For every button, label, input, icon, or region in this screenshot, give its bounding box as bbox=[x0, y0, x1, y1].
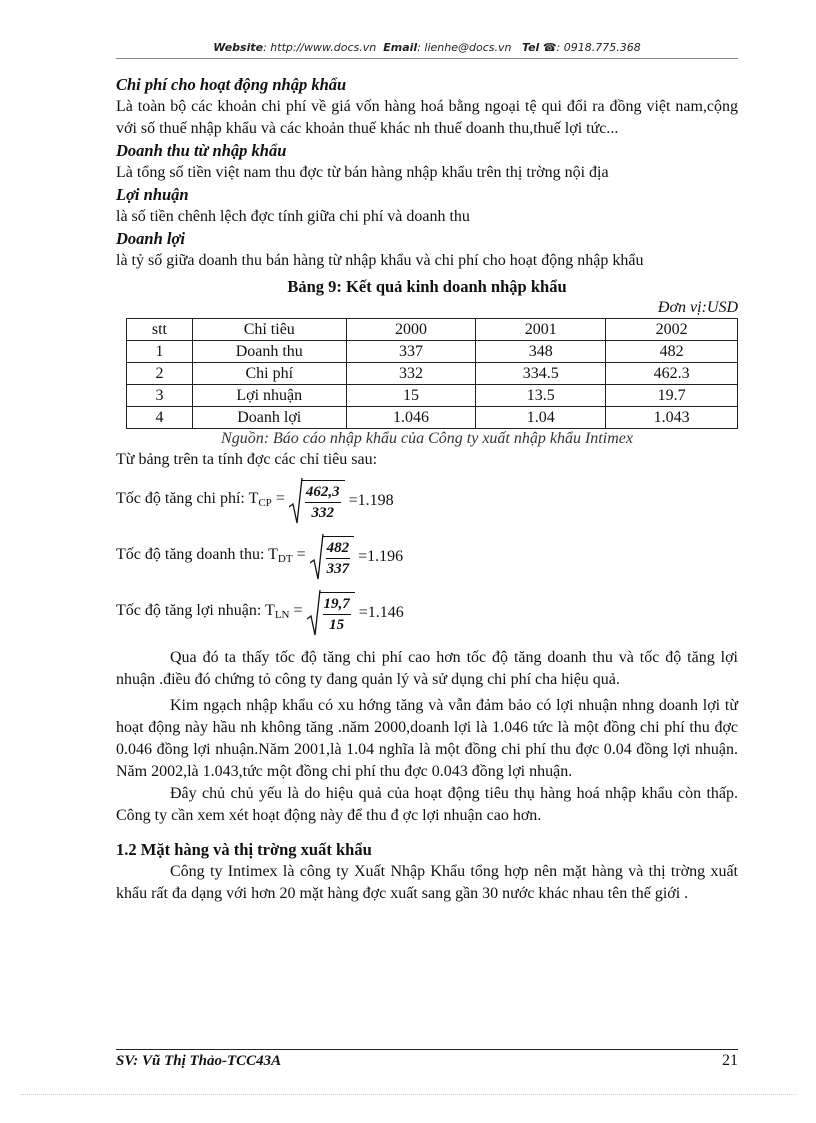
section-2-text: Công ty Intimex là công ty Xuất Nhập Khẩu tổng hợp nên mặt hàng và thị trờng xuất khẩu rất đa dạng với hơn 20 mặt hàng đợc xuất sang gần 30 nước khác nhau tên thế giới . bbox=[116, 863, 738, 902]
header-divider bbox=[116, 58, 738, 59]
table-cell: 1 bbox=[127, 341, 193, 363]
table-cell: 482 bbox=[606, 341, 738, 363]
table-cell: 1.04 bbox=[476, 407, 606, 429]
table-unit: Đơn vị:USD bbox=[657, 299, 738, 316]
table-cell: 19.7 bbox=[606, 385, 738, 407]
table-row bbox=[127, 407, 738, 429]
page-header bbox=[116, 41, 738, 54]
text-doanh-thu: Là tổng số tiền việt nam thu đợc từ bán hàng nhập khẩu trên thị trờng nội địa bbox=[116, 164, 609, 181]
table-header-cell: Chỉ tiêu bbox=[192, 319, 346, 341]
table-cell: 1.043 bbox=[606, 407, 738, 429]
table-cell: 3 bbox=[127, 385, 193, 407]
page-bottom-dotted-line bbox=[20, 1094, 796, 1095]
formula-label: Tốc độ tăng chi phí: $T_{CP}$ = bbox=[116, 490, 285, 509]
table-row bbox=[127, 341, 738, 363]
table-cell: 4 bbox=[127, 407, 193, 429]
sqrt-icon bbox=[289, 477, 345, 525]
table-cell: Doanh lợi bbox=[192, 407, 346, 429]
text-chi-phi: Là toàn bộ các khoản chi phí về giá vốn hàng hoá bằng ngoại tệ qui đổi ra đồng việt nam,cộng với số thuế nhập khẩu và các khoản thuế khác nh thuế doanh thu,thuế lợi tức... bbox=[116, 98, 738, 137]
table-cell: 337 bbox=[346, 341, 476, 363]
formulas-intro: Từ bảng trên ta tính đợc các chỉ tiêu sau: bbox=[116, 451, 378, 468]
header-tel-label: Tel bbox=[521, 41, 540, 54]
text-loi-nhuan: là số tiền chênh lệch đợc tính giữa chi phí và doanh thu bbox=[116, 208, 470, 225]
page-content bbox=[116, 74, 738, 905]
formula-chi-phi bbox=[116, 475, 738, 527]
table-cell: 462.3 bbox=[606, 363, 738, 385]
fraction-denominator: 337 bbox=[326, 560, 350, 577]
formula-doanh-thu bbox=[116, 531, 738, 583]
footer-author: SV: Vũ Thị Thảo-TCC43A bbox=[116, 1053, 282, 1069]
table-cell: 1.046 bbox=[346, 407, 476, 429]
formula-label: Tốc độ tăng doanh thu: $T_{DT}$ = bbox=[116, 546, 306, 565]
formula-label: Tốc độ tăng lợi nhuận: $T_{LN}$ = bbox=[116, 602, 303, 621]
table-cell: 2 bbox=[127, 363, 193, 385]
section-2-heading: 1.2 Mặt hàng và thị trờng xuất khẩu bbox=[116, 840, 372, 859]
heading-loi-nhuan: Lợi nhuận bbox=[116, 185, 189, 204]
footer-divider bbox=[116, 1049, 738, 1050]
formula-loi-nhuan bbox=[116, 587, 738, 639]
sqrt-icon bbox=[310, 533, 355, 581]
table-header-cell: 2001 bbox=[476, 319, 606, 341]
heading-chi-phi: Chi phí cho hoạt động nhập khẩu bbox=[116, 75, 347, 94]
table-row bbox=[127, 363, 738, 385]
sqrt-icon bbox=[307, 589, 355, 637]
table-cell: Chi phí bbox=[192, 363, 346, 385]
table-header-cell: 2000 bbox=[346, 319, 476, 341]
formula-result: =1.196 bbox=[358, 548, 404, 565]
fraction-numerator: 482 bbox=[326, 538, 351, 559]
header-email-label: Email bbox=[383, 41, 418, 54]
fraction-numerator: 19,7 bbox=[323, 594, 351, 615]
formula-result: =1.146 bbox=[358, 604, 404, 621]
table-cell: Doanh thu bbox=[192, 341, 346, 363]
table-header-cell: stt bbox=[127, 319, 193, 341]
text-doanh-loi: là tỷ số giữa doanh thu bán hàng từ nhập khẩu và chi phí cho hoạt động nhập khẩu bbox=[116, 252, 644, 269]
phone-icon: ☎ bbox=[542, 41, 557, 54]
header-email-value: : lienhe@docs.vn bbox=[417, 41, 512, 54]
paragraph-3: Đây chủ chủ yếu là do hiệu quả của hoạt động tiêu thụ hàng hoá nhập khẩu còn thấp. Công ty cần xem xét hoạt động này để thu đ ợc lợi nhuận cao hơn. bbox=[116, 785, 738, 824]
header-website-value: : http://www.docs.vn bbox=[263, 41, 377, 54]
table-cell: 13.5 bbox=[476, 385, 606, 407]
table-title: Bảng 9: Kết quả kinh doanh nhập khẩu bbox=[287, 277, 567, 296]
fraction-denominator: 15 bbox=[329, 616, 345, 633]
page-number: 21 bbox=[722, 1052, 738, 1069]
header-tel-value: : 0918.775.368 bbox=[556, 41, 641, 54]
table-cell: 348 bbox=[476, 341, 606, 363]
paragraph-2: Kim ngạch nhập khẩu có xu hớng tăng và vẫn đảm bảo có lợi nhuận nhng doanh lợi từ hoạt động này hầu nh không tăng .năm 2000,doanh lợi là 1.046 tức là một đồng chi phí thu đợc 0.046 đồng lợi nhuận.Năm 2001,là 1.04 nghĩa là một đồng chi phí thu đợc 0.04 đồng lợi nhuận. Năm 2002,là 1.043,tức một đồng chi phí thu đợc 0.043 đồng lợi nhuận. bbox=[116, 697, 738, 780]
table-cell: Lợi nhuận bbox=[192, 385, 346, 407]
results-table bbox=[126, 318, 738, 429]
table-header-cell: 2002 bbox=[606, 319, 738, 341]
fraction-denominator: 332 bbox=[311, 504, 334, 521]
formula-result: =1.198 bbox=[348, 492, 394, 509]
header-website-label: Website bbox=[213, 41, 264, 54]
table-header-row bbox=[127, 319, 738, 341]
heading-doanh-loi: Doanh lợi bbox=[116, 229, 185, 248]
table-cell: 15 bbox=[346, 385, 476, 407]
heading-doanh-thu: Doanh thu từ nhập khẩu bbox=[116, 141, 287, 160]
table-cell: 334.5 bbox=[476, 363, 606, 385]
fraction-numerator: 462,3 bbox=[305, 482, 341, 503]
table-source: Nguồn: Báo cáo nhập khẩu của Công ty xuất nhập khẩu Intimex bbox=[221, 430, 633, 447]
table-cell: 332 bbox=[346, 363, 476, 385]
paragraph-1: Qua đó ta thấy tốc độ tăng chi phí cao hơn tốc độ tăng doanh thu và tốc độ tăng lợi nhuận .điều đó chứng tỏ công ty đang quản lý và sử dụng chi phí cha hiệu quả. bbox=[116, 649, 738, 688]
table-row bbox=[127, 385, 738, 407]
